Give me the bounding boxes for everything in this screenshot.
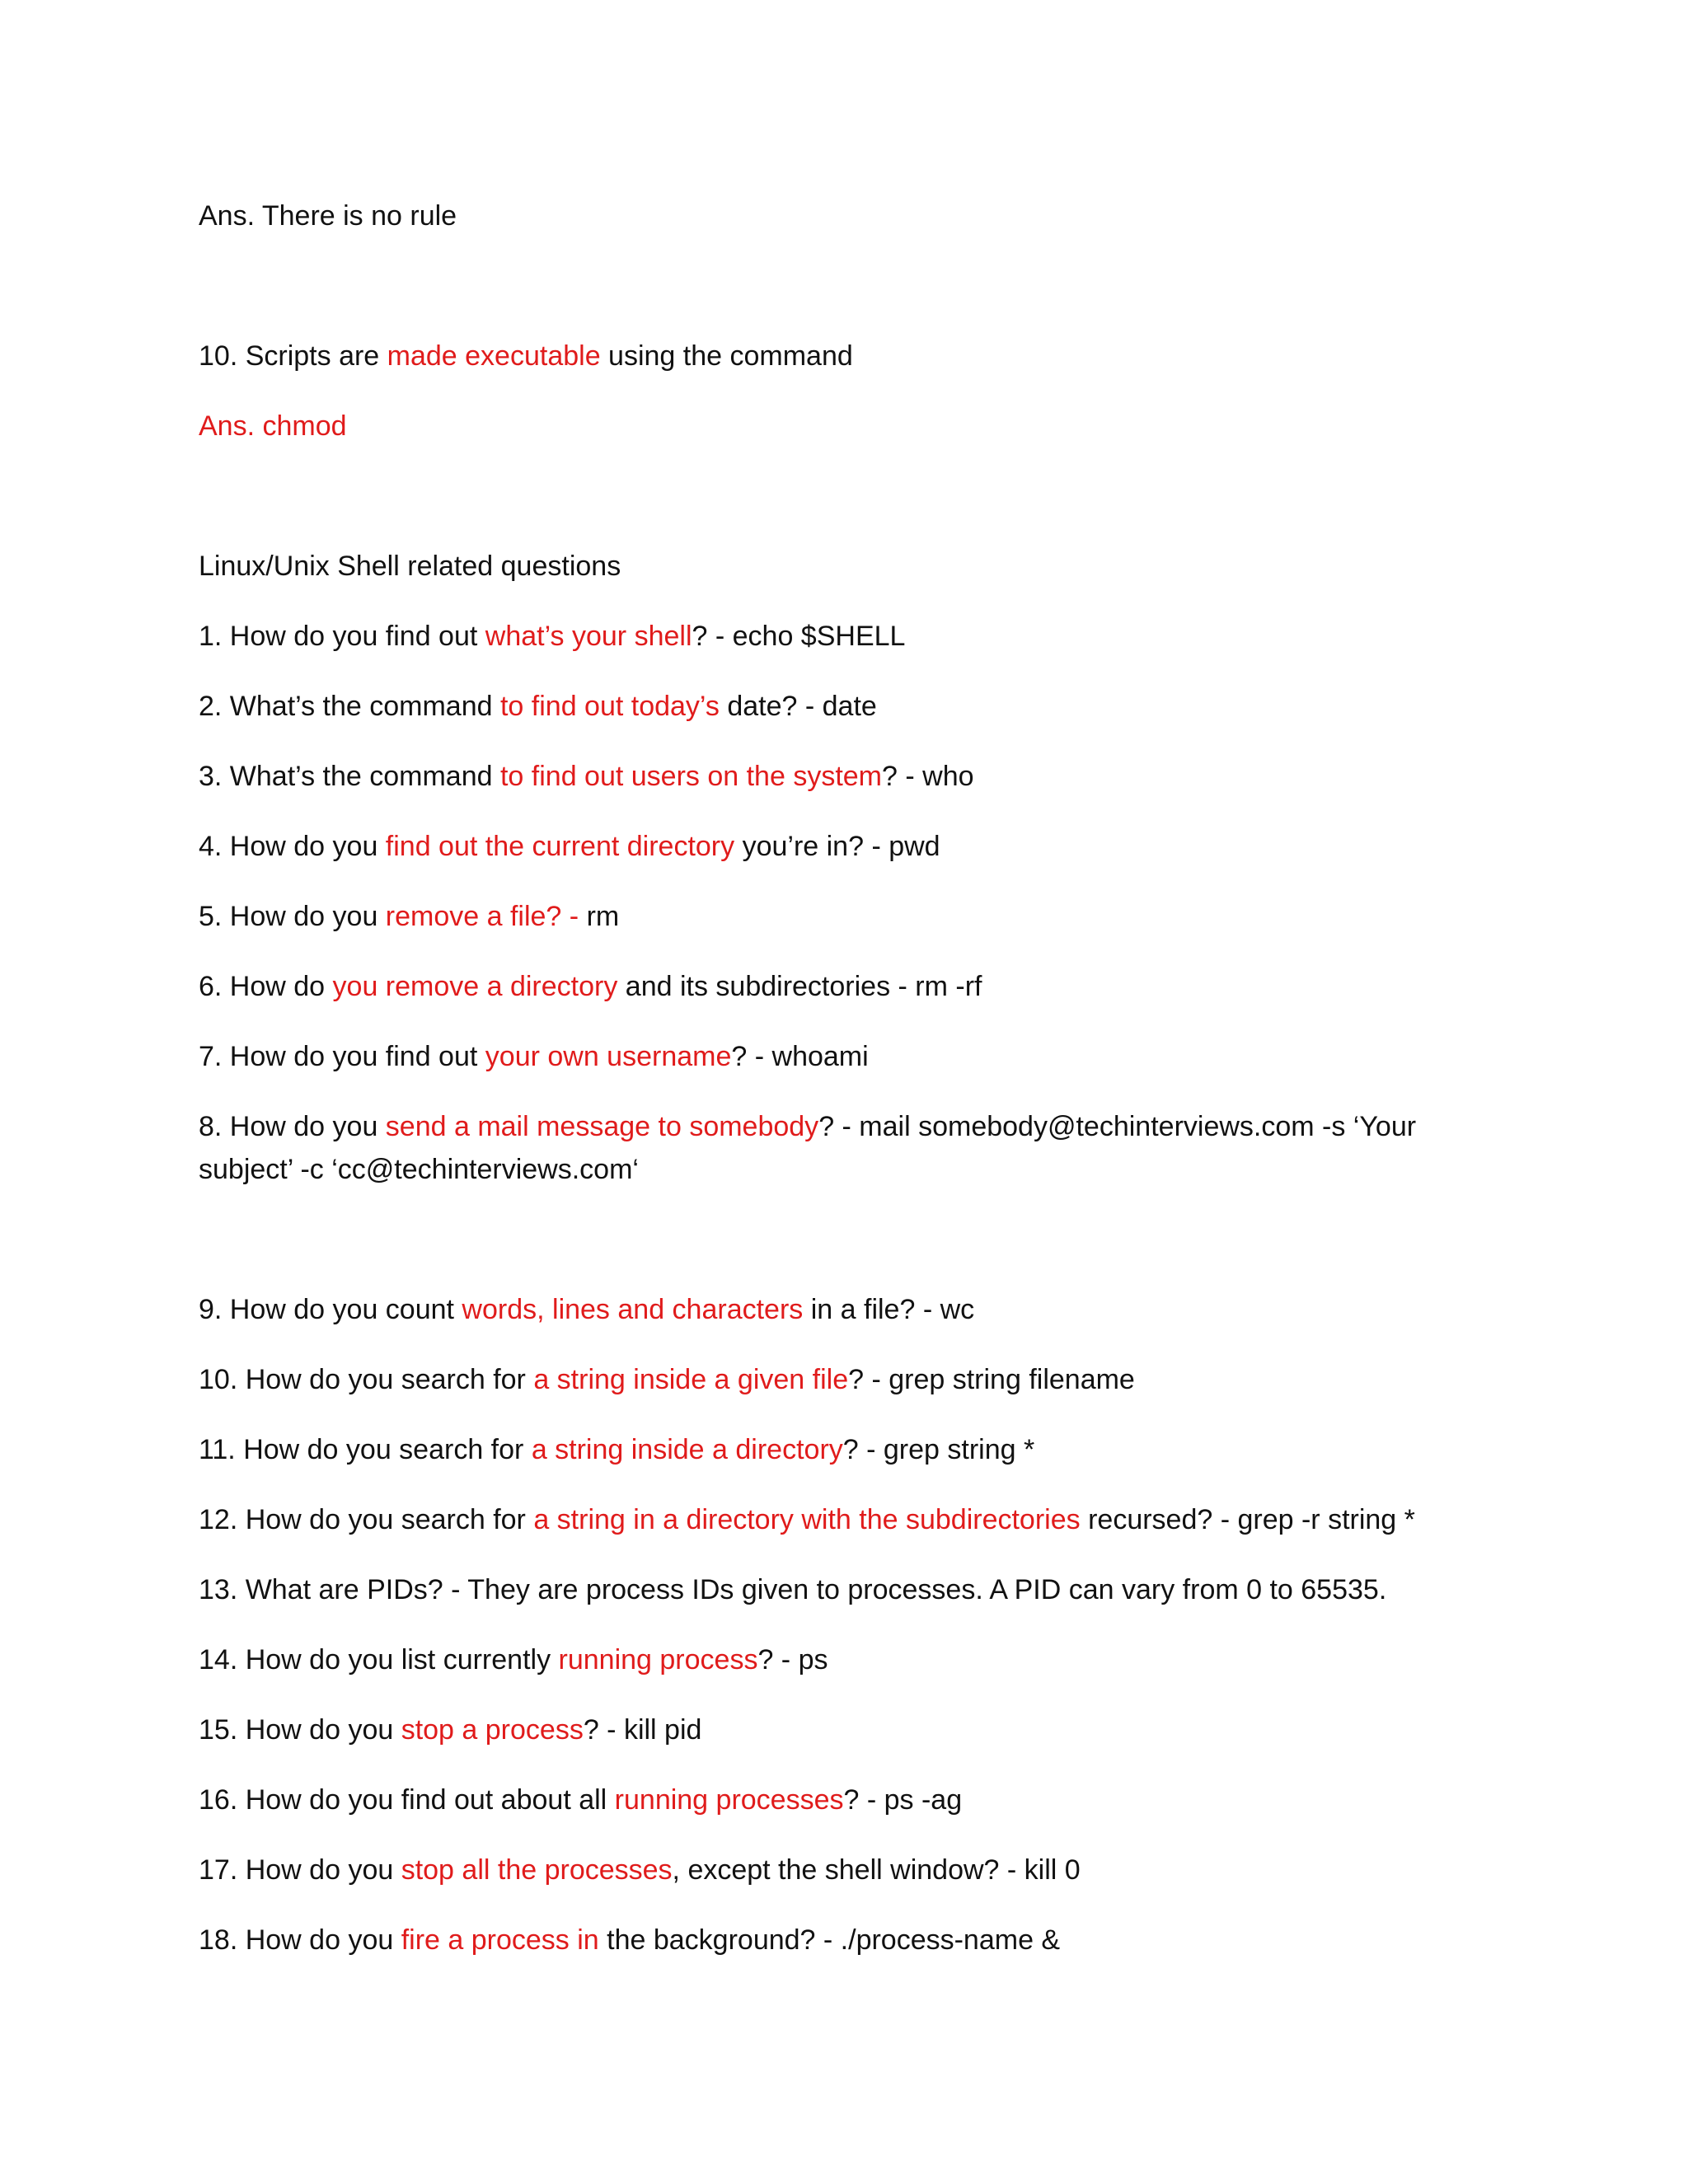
body-text: you’re in? - pwd (734, 831, 940, 862)
highlighted-text: you remove a directory (332, 971, 618, 1002)
highlighted-text: to find out today’s (499, 691, 720, 722)
highlighted-text: send a mail message to somebody (385, 1111, 819, 1142)
body-text: 4. How do you (199, 831, 386, 862)
question-8 (199, 1105, 1468, 1191)
body-text: date? - date (719, 691, 877, 722)
body-text: rm (586, 901, 620, 932)
body-text: 1. How do you find out (199, 621, 485, 652)
question-18 (199, 1919, 1468, 1961)
highlighted-text: what’s your shell (485, 621, 692, 652)
question-6 (199, 965, 1468, 1008)
body-text: and its subdirectories - rm -rf (617, 971, 982, 1002)
body-text: Ans. There is no rule (199, 200, 457, 232)
body-text: 14. How do you list currently (199, 1644, 559, 1675)
question-10-scripts (199, 335, 1468, 377)
body-text: ? - grep string * (842, 1434, 1035, 1465)
body-text: 15. How do you (199, 1714, 401, 1746)
answer-chmod (199, 405, 1468, 448)
highlighted-text: Ans. chmod (199, 410, 347, 442)
body-text: recursed? - grep -r string * (1080, 1504, 1415, 1535)
body-text: 17. How do you (199, 1854, 401, 1886)
body-text: ? - whoami (731, 1041, 869, 1072)
body-text: 7. How do you find out (199, 1041, 485, 1072)
body-text: 9. How do you count (199, 1294, 462, 1325)
question-14 (199, 1638, 1468, 1681)
body-text: ? - mail somebody@techinterviews.com -s ‘Your subject’ -c ‘cc@techinterviews.com‘ (199, 1111, 1417, 1185)
question-9 (199, 1288, 1468, 1331)
highlighted-text: stop a process (401, 1714, 584, 1746)
body-text: ? - kill pid (583, 1714, 702, 1746)
body-text: 16. How do you find out about all (199, 1784, 615, 1816)
question-2 (199, 685, 1468, 728)
section-heading (199, 545, 1468, 588)
body-text: 11. How do you search for (199, 1434, 532, 1465)
highlighted-text: made executable (387, 340, 601, 372)
highlighted-text: stop all the processes (401, 1854, 673, 1886)
question-1 (199, 615, 1468, 658)
highlighted-text: remove a file? - (385, 901, 587, 932)
question-4 (199, 825, 1468, 868)
highlighted-text: a string in a directory with the subdirectories (533, 1504, 1081, 1535)
question-12 (199, 1498, 1468, 1541)
highlighted-text: a string inside a directory (531, 1434, 843, 1465)
question-13 (199, 1568, 1468, 1611)
body-text: in a file? - wc (803, 1294, 975, 1325)
body-text: ? - ps (757, 1644, 828, 1675)
question-17 (199, 1849, 1468, 1891)
body-text: 12. How do you search for (199, 1504, 534, 1535)
body-text: 2. What’s the command (199, 691, 500, 722)
body-text: ? - echo $SHELL (692, 621, 906, 652)
body-text: using the command (600, 340, 853, 372)
body-text: 13. What are PIDs? - They are process IDs given to processes. A PID can vary from 0 to 65535. (199, 1574, 1387, 1605)
body-text: Linux/Unix Shell related questions (199, 551, 621, 582)
body-text: 18. How do you (199, 1924, 401, 1956)
body-text: ? - grep string filename (848, 1364, 1135, 1395)
body-text: the background? - ./process-name & (598, 1924, 1061, 1956)
highlighted-text: your own username (485, 1041, 732, 1072)
body-text: 6. How do (199, 971, 333, 1002)
question-15 (199, 1708, 1468, 1751)
question-5 (199, 895, 1468, 938)
question-11 (199, 1428, 1468, 1471)
highlighted-text: to find out users on the system (499, 761, 883, 792)
highlighted-text: a string inside a given file (533, 1364, 849, 1395)
question-3 (199, 755, 1468, 798)
answer-no-rule (199, 194, 1468, 237)
highlighted-text: words, lines and characters (462, 1294, 804, 1325)
body-text: 3. What’s the command (199, 761, 500, 792)
body-text: ? - ps -ag (843, 1784, 963, 1816)
body-text: , except the shell window? - kill 0 (672, 1854, 1081, 1886)
body-text: 8. How do you (199, 1111, 386, 1142)
question-10 (199, 1358, 1468, 1401)
highlighted-text: running process (558, 1644, 758, 1675)
body-text: 5. How do you (199, 901, 386, 932)
question-7 (199, 1035, 1468, 1078)
body-text: 10. Scripts are (199, 340, 387, 372)
highlighted-text: running processes (614, 1784, 844, 1816)
question-16 (199, 1779, 1468, 1821)
highlighted-text: fire a process in (401, 1924, 599, 1956)
body-text: 10. How do you search for (199, 1364, 534, 1395)
highlighted-text: find out the current directory (385, 831, 735, 862)
body-text: ? - who (882, 761, 974, 792)
